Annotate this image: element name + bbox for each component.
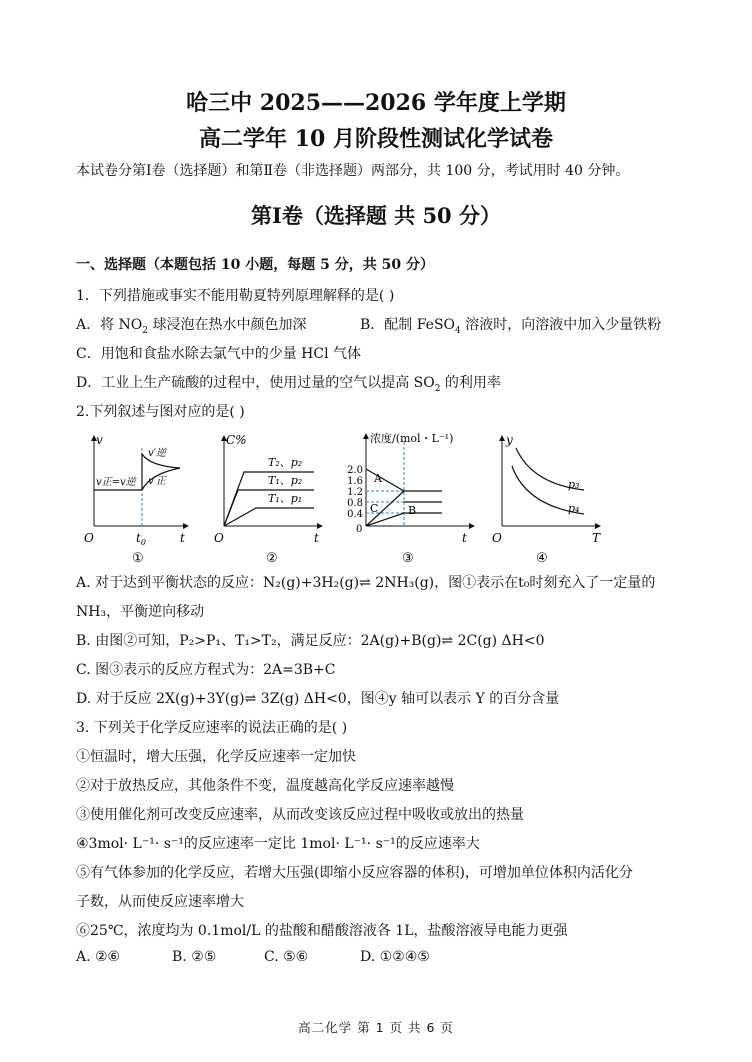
fig4-origin: O <box>492 531 502 545</box>
q3-stem: 3. 下列关于化学反应速率的说法正确的是( ) <box>76 720 348 736</box>
fig3-tick-0.4: 0.4 <box>347 509 363 520</box>
fig1-vfwd-label: v′正 <box>148 476 166 487</box>
fig3-tick-0.8: 0.8 <box>347 498 363 509</box>
q3-answer-c: C. ⑤⑥ <box>264 949 309 965</box>
figure-1 <box>76 428 196 568</box>
fig3-B-label: B <box>408 504 417 517</box>
q2-option-b: B. 由图②可知，P₂>P₁、T₁>T₂，满足反应：2A(g)+B(g)⇌ 2C(g) ΔH<0 <box>76 633 545 649</box>
q2-option-a-line1: A. 对于达到平衡状态的反应：N₂(g)+3H₂(g)⇌ 2NH₃(g)，图①表示在t₀时刻充入了一定量的 <box>76 575 656 591</box>
fig2-xlabel: t <box>314 531 319 545</box>
fig4-xlabel: T <box>592 531 601 545</box>
fig3-tick-1.2: 1.2 <box>347 487 363 498</box>
page-footer: 高二化学 第 1 页 共 6 页 <box>298 1020 454 1035</box>
q1-option-a: A．将 $NO_2$ 球浸泡在热水中颜色加深 <box>76 317 307 336</box>
fig3-tick-2.0: 2.0 <box>347 465 363 476</box>
q3-statement-4: ④3mol· L⁻¹· s⁻¹的反应速率一定比 1mol· L⁻¹· s⁻¹的反应速率大 <box>76 836 480 852</box>
q1-option-b: B．配制 FeSO$_4$ 溶液时，向溶液中加入少量铁粉 <box>360 317 662 336</box>
q3-statement-5-line2: 子数，从而使反应速率增大 <box>76 894 244 910</box>
part-heading: 一、选择题（本题包括 10 小题，每题 5 分，共 50 分） <box>76 257 434 273</box>
fig4-p4-label: p₄ <box>568 502 580 515</box>
fig2-number: ② <box>266 551 278 566</box>
figure-3 <box>338 428 478 568</box>
figure-2 <box>210 428 330 568</box>
q3-answer-a: A. ②⑥ <box>76 949 121 965</box>
fig3-origin: 0 <box>356 524 363 535</box>
fig3-xlabel: t <box>462 531 467 545</box>
fig1-origin: O <box>84 531 94 545</box>
q3-statement-6: ⑥25℃，浓度均为 0.1mol/L 的盐酸和醋酸溶液各 1L，盐酸溶液导电能力更强 <box>76 923 568 939</box>
q2-option-c: C. 图③表示的反应方程式为：2A=3B+C <box>76 662 336 678</box>
q1-option-d: D．工业上生产硫酸的过程中，使用过量的空气以提高 $SO_2$ 的利用率 <box>76 375 501 394</box>
fig3-C-label: C <box>370 502 379 515</box>
q3-statement-2: ②对于放热反应，其他条件不变，温度越高化学反应速率越慢 <box>76 778 454 794</box>
q3-statement-1: ①恒温时，增大压强，化学反应速率一定加快 <box>76 749 356 765</box>
fig2-c3-label: T₁、p₁ <box>268 492 303 505</box>
q3-statement-5-line1: ⑤有气体参加的化学反应，若增大压强(即缩小反应容器的体积)，可增加单位体积内活化分 <box>76 865 633 881</box>
q2-option-d: D. 对于反应 2X(g)+3Y(g)⇌ 3Z(g) ΔH<0，图④y 轴可以表示 Y 的百分含量 <box>76 691 560 707</box>
exam-title-line1: 哈三中 2025——2026 学年度上学期 <box>186 90 566 116</box>
fig3-tick-1.6: 1.6 <box>347 476 363 487</box>
exam-title-line2: 高二学年 10 月阶段性测试化学试卷 <box>199 126 553 152</box>
fig1-veq-label: v正=v逆 <box>96 477 136 488</box>
exam-intro: 本试卷分第Ⅰ卷（选择题）和第Ⅱ卷（非选择题）两部分，共 100 分，考试用时 40 分钟。 <box>76 163 630 179</box>
fig4-number: ④ <box>536 551 548 566</box>
q2-option-a-line2: NH₃，平衡逆向移动 <box>76 604 205 620</box>
fig2-curve-3 <box>224 508 314 526</box>
fig1-number: ① <box>132 551 144 566</box>
fig3-A-label: A <box>374 472 382 485</box>
q1-option-c: C．用饱和食盐水除去氯气中的少量 HCl 气体 <box>76 346 362 362</box>
q3-answer-b: B. ②⑤ <box>172 949 217 965</box>
section-title: 第Ⅰ卷（选择题 共 50 分） <box>251 203 501 228</box>
fig2-ylabel: C% <box>226 433 247 447</box>
fig4-p3-label: p₃ <box>568 478 580 491</box>
fig1-vrev-label: v′逆 <box>148 448 166 459</box>
figure-4 <box>488 428 608 568</box>
fig4-ylabel: y <box>506 433 513 447</box>
q3-statement-3: ③使用催化剂可改变反应速率，从而改变该反应过程中吸收或放出的热量 <box>76 807 524 823</box>
q1-stem: 1．下列措施或事实不能用勒夏特列原理解释的是( ) <box>76 288 395 304</box>
q2-stem: 2.下列叙述与图对应的是( ) <box>76 404 245 420</box>
fig1-t0-label: $t_0$ <box>136 531 146 547</box>
fig2-origin: O <box>214 531 224 545</box>
q3-answer-d: D. ①②④⑤ <box>360 949 430 965</box>
fig1-xlabel: t <box>180 531 185 545</box>
fig3-number: ③ <box>402 551 414 566</box>
fig1-ylabel: v <box>96 433 103 447</box>
fig2-c1-label: T₂、p₂ <box>268 456 303 469</box>
fig2-c2-label: T₁、p₂ <box>268 474 303 487</box>
fig3-ylabel: 浓度/(mol・L⁻¹) <box>370 432 454 445</box>
